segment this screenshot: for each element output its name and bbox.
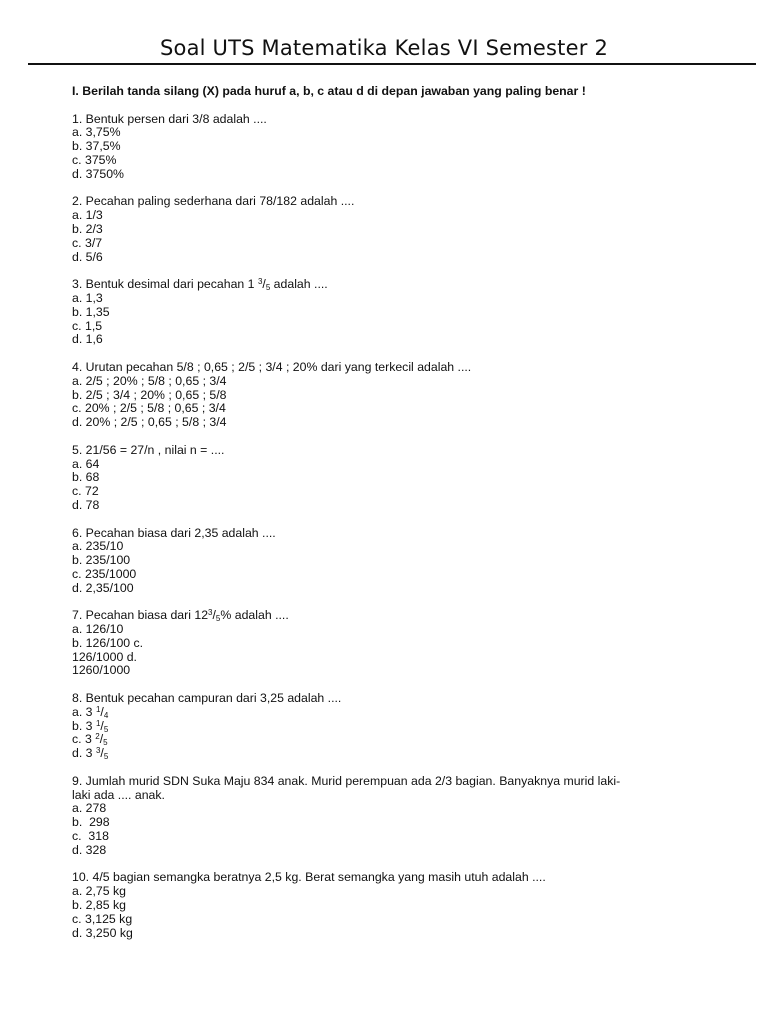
answer-option: a. 235/10 [72, 539, 124, 554]
question-2 [72, 195, 712, 264]
fraction-denominator: 4 [103, 710, 109, 720]
question-stem: 8. Bentuk pecahan campuran dari 3,25 adalah .... [72, 691, 342, 706]
question-6 [72, 527, 712, 596]
answer-option: c. 3,125 kg [72, 911, 133, 926]
question-5 [72, 444, 712, 513]
question-sheet [72, 85, 712, 954]
answer-option: a. 1,3 [72, 290, 103, 305]
answer-option: a. 2,75 kg [72, 884, 127, 899]
answer-option: d. 78 [72, 497, 100, 512]
answer-option: d. 2,35/100 [72, 580, 134, 595]
stem-text: 7. Pecahan biasa dari 12 [72, 608, 209, 623]
answer-option: a. 64 [72, 456, 100, 471]
answer-option: d. 1,6 [72, 332, 103, 347]
answer-option: a. 1/3 [72, 208, 103, 223]
question-9 [72, 775, 712, 858]
answer-option: b. 2,85 kg [72, 898, 127, 913]
answer-option: d. 328 [72, 842, 107, 857]
answer-option: b. 68 [72, 470, 100, 485]
option-text: c. 3 [72, 732, 96, 747]
answer-option: b. 235/100 [72, 553, 131, 568]
title-divider [28, 63, 756, 65]
fraction-denominator: 5 [265, 283, 271, 293]
stem-text: 3. Bentuk desimal dari pecahan 1 [72, 277, 258, 292]
answer-option: c. 1,5 [72, 318, 103, 333]
fraction-slash: / [99, 732, 104, 747]
answer-option: 126/1000 d. [72, 649, 137, 664]
answer-option: d. 3,250 kg [72, 925, 133, 940]
answer-option: b. 1,35 [72, 304, 110, 319]
answer-option: c. 235/1000 [72, 566, 137, 581]
question-stem: 6. Pecahan biasa dari 2,35 adalah .... [72, 525, 276, 540]
question-10 [72, 871, 712, 940]
question-7 [72, 609, 712, 678]
question-stem: 1. Bentuk persen dari 3/8 adalah .... [72, 111, 267, 126]
fraction-slash: / [100, 746, 104, 761]
fraction-denominator: 5 [103, 752, 109, 762]
question-stem [72, 609, 712, 623]
answer-option [72, 706, 712, 720]
stem-text: adalah .... [270, 277, 328, 292]
question-stem: 5. 21/56 = 27/n , nilai n = .... [72, 442, 225, 457]
answer-option [72, 720, 712, 734]
answer-option: c. 20% ; 2/5 ; 5/8 ; 0,65 ; 3/4 [72, 401, 226, 416]
stem-text: % adalah .... [220, 608, 289, 623]
question-stem: 4. Urutan pecahan 5/8 ; 0,65 ; 2/5 ; 3/4 ; 20% dari yang terkecil adalah .... [72, 359, 472, 374]
fraction-slash: / [100, 718, 104, 733]
fraction-numerator: 3 [95, 746, 101, 756]
question-1 [72, 113, 712, 182]
answer-option: 1260/1000 [72, 663, 131, 678]
answer-option: a. 278 [72, 801, 107, 816]
fraction-numerator: 3 [208, 608, 213, 618]
answer-option: b. 126/100 c. [72, 635, 144, 650]
answer-option: b. 298 [72, 815, 110, 830]
answer-option: c. 72 [72, 484, 99, 499]
answer-option: a. 2/5 ; 20% ; 5/8 ; 0,65 ; 3/4 [72, 373, 227, 388]
fraction-slash: / [212, 608, 216, 623]
option-text: a. 3 [72, 704, 96, 719]
answer-option: a. 126/10 [72, 622, 124, 637]
fraction-numerator: 1 [95, 704, 101, 714]
fraction-denominator: 5 [103, 724, 109, 734]
question-4 [72, 361, 712, 430]
fraction-numerator: 2 [95, 732, 100, 742]
answer-option [72, 747, 712, 761]
fraction-slash: / [262, 277, 266, 292]
question-stem-continued: laki ada .... anak. [72, 787, 165, 802]
answer-option: c. 375% [72, 152, 117, 167]
option-text: d. 3 [72, 746, 96, 761]
fraction-numerator: 1 [95, 718, 101, 728]
answer-option: c. 3/7 [72, 235, 103, 250]
fraction-denominator: 5 [215, 614, 221, 624]
question-stem: 10. 4/5 bagian semangka beratnya 2,5 kg. Berat semangka yang masih utuh adalah .... [72, 870, 546, 885]
fraction-numerator: 3 [257, 277, 263, 287]
answer-option: b. 37,5% [72, 139, 121, 154]
answer-option: b. 2/3 [72, 221, 103, 236]
fraction-denominator: 5 [103, 738, 108, 748]
question-stem: 9. Jumlah murid SDN Suka Maju 834 anak. Murid perempuan ada 2/3 bagian. Banyaknya murid laki- [72, 773, 621, 788]
question-3 [72, 278, 712, 347]
page-title: Soal UTS Matematika Kelas VI Semester 2 [159, 36, 609, 60]
question-8 [72, 692, 712, 761]
answer-option: c. 318 [72, 829, 109, 844]
question-stem [72, 278, 712, 292]
question-stem: 2. Pecahan paling sederhana dari 78/182 adalah .... [72, 194, 355, 209]
answer-option: d. 5/6 [72, 249, 103, 264]
answer-option: d. 3750% [72, 166, 124, 181]
fraction-slash: / [100, 704, 104, 719]
answer-option: d. 20% ; 2/5 ; 0,65 ; 5/8 ; 3/4 [72, 415, 227, 430]
answer-option [72, 733, 712, 747]
answer-option: b. 2/5 ; 3/4 ; 20% ; 0,65 ; 5/8 [72, 387, 227, 402]
answer-option: a. 3,75% [72, 125, 121, 140]
instruction-text: I. Berilah tanda silang (X) pada huruf a, b, c atau d di depan jawaban yang paling benar ! [72, 84, 586, 98]
option-text: b. 3 [72, 718, 96, 733]
